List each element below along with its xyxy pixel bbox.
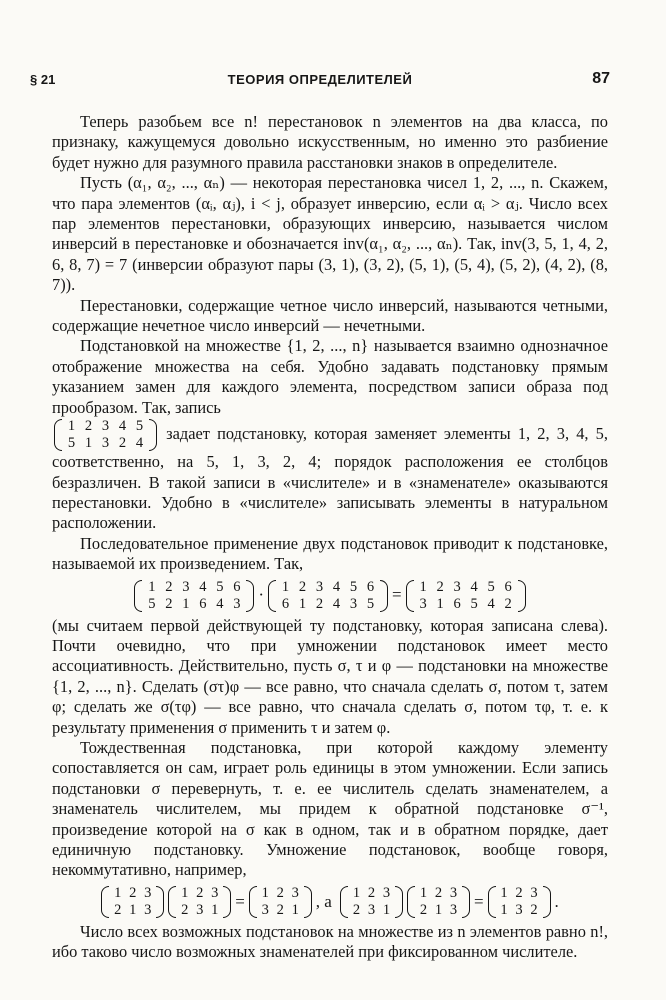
paragraph: Перестановки, содержащие четное число инверсий, называются четными, содержащие нечетное число инверсий — нечетными. (52, 295, 608, 336)
matrix-cell: 3 (367, 901, 376, 918)
permutation-matrix (407, 885, 470, 919)
matrix-cell: 1 (434, 901, 443, 918)
permutation-matrix (340, 885, 403, 919)
matrix-cell: 1 (182, 595, 190, 612)
matrix-cell: 1 (500, 901, 508, 918)
matrix-cell: 6 (233, 578, 241, 595)
period: . (554, 891, 559, 911)
matrix-cell: 3 (101, 418, 110, 435)
permutation-matrix (134, 579, 254, 613)
paragraph-text: задает подстановку, которая заменяет элементы 1, 2, 3, 4, 5, соответственно, на 5, 1, 3, 2, 4; порядок расположения ее столбцов безразличен. В такой записи в «числителе» и в «знаменателе» оказываются перестановки. Удобно в «числителе» записывать элементы в натуральном расположении. (52, 423, 608, 533)
matrix-cell: 3 (530, 884, 538, 901)
paragraph: Последовательное применение двух подстановок приводит к подстановке, называемой их произведением. Так, (52, 533, 608, 574)
paragraph (52, 336, 608, 418)
matrix-cell: 5 (148, 595, 156, 612)
matrix-cell: 1 (352, 884, 361, 901)
matrix-cell: 1 (298, 595, 307, 612)
page-number: 87 (592, 70, 610, 87)
matrix-cell: 4 (470, 578, 478, 595)
section-number: § 21 (30, 72, 56, 87)
permutation-matrix (168, 885, 231, 919)
chapter-title: ТЕОРИЯ ОПРЕДЕЛИТЕЛЕЙ (227, 72, 413, 87)
matrix-cell: 1 (84, 435, 93, 452)
matrix-row-bottom (63, 435, 148, 452)
matrix-row-top (277, 579, 379, 596)
matrix-row-top (143, 579, 245, 596)
matrix-cell: 2 (165, 595, 173, 612)
matrix-cell: 3 (419, 595, 427, 612)
matrix-cell: 4 (332, 578, 341, 595)
matrix-cell: 6 (453, 595, 461, 612)
matrix-cell: 2 (165, 578, 173, 595)
matrix-cell: 2 (419, 901, 428, 918)
paragraph: (мы считаем первой действующей ту подстановку, которая записана слева). Почти очевидно, что при умножении подстановок имеет место ассоциативность. Действительно, пусть σ, τ и φ — подстановки на множестве {1, 2, ..., n}. Сделать (στ)φ — все равно, что сначала сделать σ, потом τ, затем φ; сделать же σ(τφ) — все равно, что сначала сделать σ, потом τφ, т. е. к результату применения σ применить τ и затем φ. (52, 615, 608, 737)
matrix-cell: 2 (84, 418, 93, 435)
matrix-cell: 2 (276, 901, 284, 918)
matrix-row-top (497, 885, 542, 902)
matrix-row-bottom (177, 902, 222, 919)
matrix-cell: 2 (114, 901, 122, 918)
matrix-row-bottom (258, 902, 303, 919)
matrix-cell: 1 (382, 901, 391, 918)
matrix-cell: 4 (199, 578, 207, 595)
matrix-cell: 5 (487, 578, 495, 595)
matrix-cell: 4 (135, 435, 144, 452)
paragraph: Число всех возможных подстановок на множестве из n элементов равно n!, ибо таково число возможных знаменателей при фиксированном числителе. (52, 921, 608, 962)
matrix-cell: 3 (382, 884, 391, 901)
matrix-row-bottom (415, 596, 517, 613)
running-header (30, 70, 610, 94)
matrix-cell: 1 (419, 578, 427, 595)
matrix-cell: 4 (332, 595, 341, 612)
matrix-cell: 3 (453, 578, 461, 595)
permutation-matrix (249, 885, 312, 919)
matrix-cell: 3 (101, 435, 110, 452)
matrix-cell: 5 (349, 578, 358, 595)
permutation-matrix (268, 579, 388, 613)
paragraph: Теперь разобьем все n! перестановок n элементов на два класса, по признаку, кажущемуся довольно искусственным, но именно это разбиение будет нужно для разумного правила расстановки знаков в определителе. (52, 112, 608, 172)
matrix-cell: 2 (530, 901, 538, 918)
multiply-sign: · (258, 585, 265, 605)
matrix-cell: 5 (470, 595, 478, 612)
matrix-cell: 5 (216, 578, 224, 595)
matrix-row-top (415, 579, 517, 596)
matrix-cell: 6 (281, 595, 290, 612)
matrix-cell: 4 (118, 418, 127, 435)
matrix-cell: 6 (366, 578, 375, 595)
matrix-cell: 3 (291, 884, 299, 901)
matrix-row-bottom (143, 596, 245, 613)
matrix-cell: 3 (261, 901, 269, 918)
equals-sign: = (235, 891, 245, 911)
matrix-cell: 3 (144, 884, 152, 901)
matrix-cell: 3 (315, 578, 324, 595)
matrix-row-top (63, 418, 148, 435)
matrix-cell: 1 (436, 595, 444, 612)
matrix-cell: 2 (276, 884, 284, 901)
matrix-cell: 6 (504, 578, 512, 595)
matrix-cell: 1 (291, 901, 299, 918)
matrix-cell: 3 (211, 884, 219, 901)
equals-sign: = (392, 585, 402, 605)
product-formula (52, 579, 608, 613)
body-text (52, 112, 608, 963)
matrix-cell: 1 (500, 884, 508, 901)
matrix-cell: 3 (233, 595, 241, 612)
matrix-cell: 5 (67, 435, 76, 452)
paragraph: Тождественная подстановка, при которой каждому элементу сопоставляется он сам, играет роль единицы в этом умножении. Если запись подстановки σ перевернуть, т. е. ее числитель сделать знаменателем, а знаменатель числителем, мы придем к обратной подстановке σ⁻¹, произведение которой на σ как в одном, так и в обратном порядке, дает единичную подстановку. Умножение подстановок, вообще говоря, некоммутативно, например, (52, 737, 608, 880)
matrix-cell: 2 (504, 595, 512, 612)
matrix-cell: 1 (181, 884, 189, 901)
matrix-cell: 2 (298, 578, 307, 595)
matrix-row-top (177, 885, 222, 902)
matrix-cell: 2 (434, 884, 443, 901)
matrix-row-top (258, 885, 303, 902)
matrix-cell: 1 (419, 884, 428, 901)
matrix-cell: 5 (366, 595, 375, 612)
matrix-cell: 3 (196, 901, 204, 918)
matrix-cell: 2 (436, 578, 444, 595)
matrix-row-bottom (497, 902, 542, 919)
matrix-row-bottom (277, 596, 379, 613)
matrix-cell: 4 (487, 595, 495, 612)
matrix-cell: 1 (211, 901, 219, 918)
matrix-cell: 3 (449, 884, 458, 901)
matrix-cell: 2 (315, 595, 324, 612)
matrix-cell: 1 (148, 578, 156, 595)
matrix-row-bottom (349, 902, 394, 919)
permutation-matrix (488, 885, 551, 919)
paragraph (52, 418, 608, 534)
matrix-cell: 1 (129, 901, 137, 918)
permutation-matrix (406, 579, 526, 613)
matrix-cell: 2 (352, 901, 361, 918)
matrix-cell: 1 (114, 884, 122, 901)
equals-sign: = (473, 891, 484, 911)
matrix-cell: 5 (135, 418, 144, 435)
matrix-cell: 1 (67, 418, 76, 435)
matrix-row-top (416, 885, 461, 902)
matrix-cell: 2 (129, 884, 137, 901)
matrix-cell: 1 (261, 884, 269, 901)
matrix-cell: 2 (367, 884, 376, 901)
matrix-cell: 6 (199, 595, 207, 612)
matrix-cell: 2 (196, 884, 204, 901)
matrix-cell: 2 (515, 884, 523, 901)
matrix-cell: 3 (349, 595, 358, 612)
matrix-cell: 2 (181, 901, 189, 918)
matrix-row-bottom (110, 902, 155, 919)
matrix-cell: 3 (144, 901, 152, 918)
separator-text: , а (315, 891, 332, 911)
matrix-cell: 1 (281, 578, 290, 595)
inline-permutation-matrix (54, 418, 157, 452)
matrix-cell: 3 (449, 901, 458, 918)
matrix-row-top (349, 885, 394, 902)
matrix-cell: 3 (182, 578, 190, 595)
matrix-cell: 2 (118, 435, 127, 452)
matrix-cell: 4 (216, 595, 224, 612)
paragraph: Пусть (α₁, α₂, ..., αₙ) — некоторая перестановка чисел 1, 2, ..., n. Скажем, что пара элементов (αᵢ, αⱼ), i < j, образует инверсию, если αᵢ > αⱼ. Число всех пар элементов перестановки, образующих инверсию, называется числом инверсий в перестановке и обозначается inv(α₁, α₂, ..., αₙ). Так, inv(3, 5, 1, 4, 2, 6, 8, 7) = 7 (инверсии образуют пары (3, 1), (3, 2), (5, 1), (5, 4), (5, 2), (4, 2), (8, 7)). (52, 173, 608, 295)
matrix-cell: 3 (515, 901, 523, 918)
permutation-matrix (101, 885, 164, 919)
paragraph-text: Подстановкой на множестве {1, 2, ..., n} называется взаимно однозначное отображение множества на себя. Удобно задавать подстановку прямым указанием замен для каждого элемента, посредством записи образа под прообразом. Так, запись (52, 336, 608, 417)
matrix-row-top (110, 885, 155, 902)
matrix-row-bottom (416, 902, 461, 919)
noncommutative-formula (52, 885, 608, 919)
